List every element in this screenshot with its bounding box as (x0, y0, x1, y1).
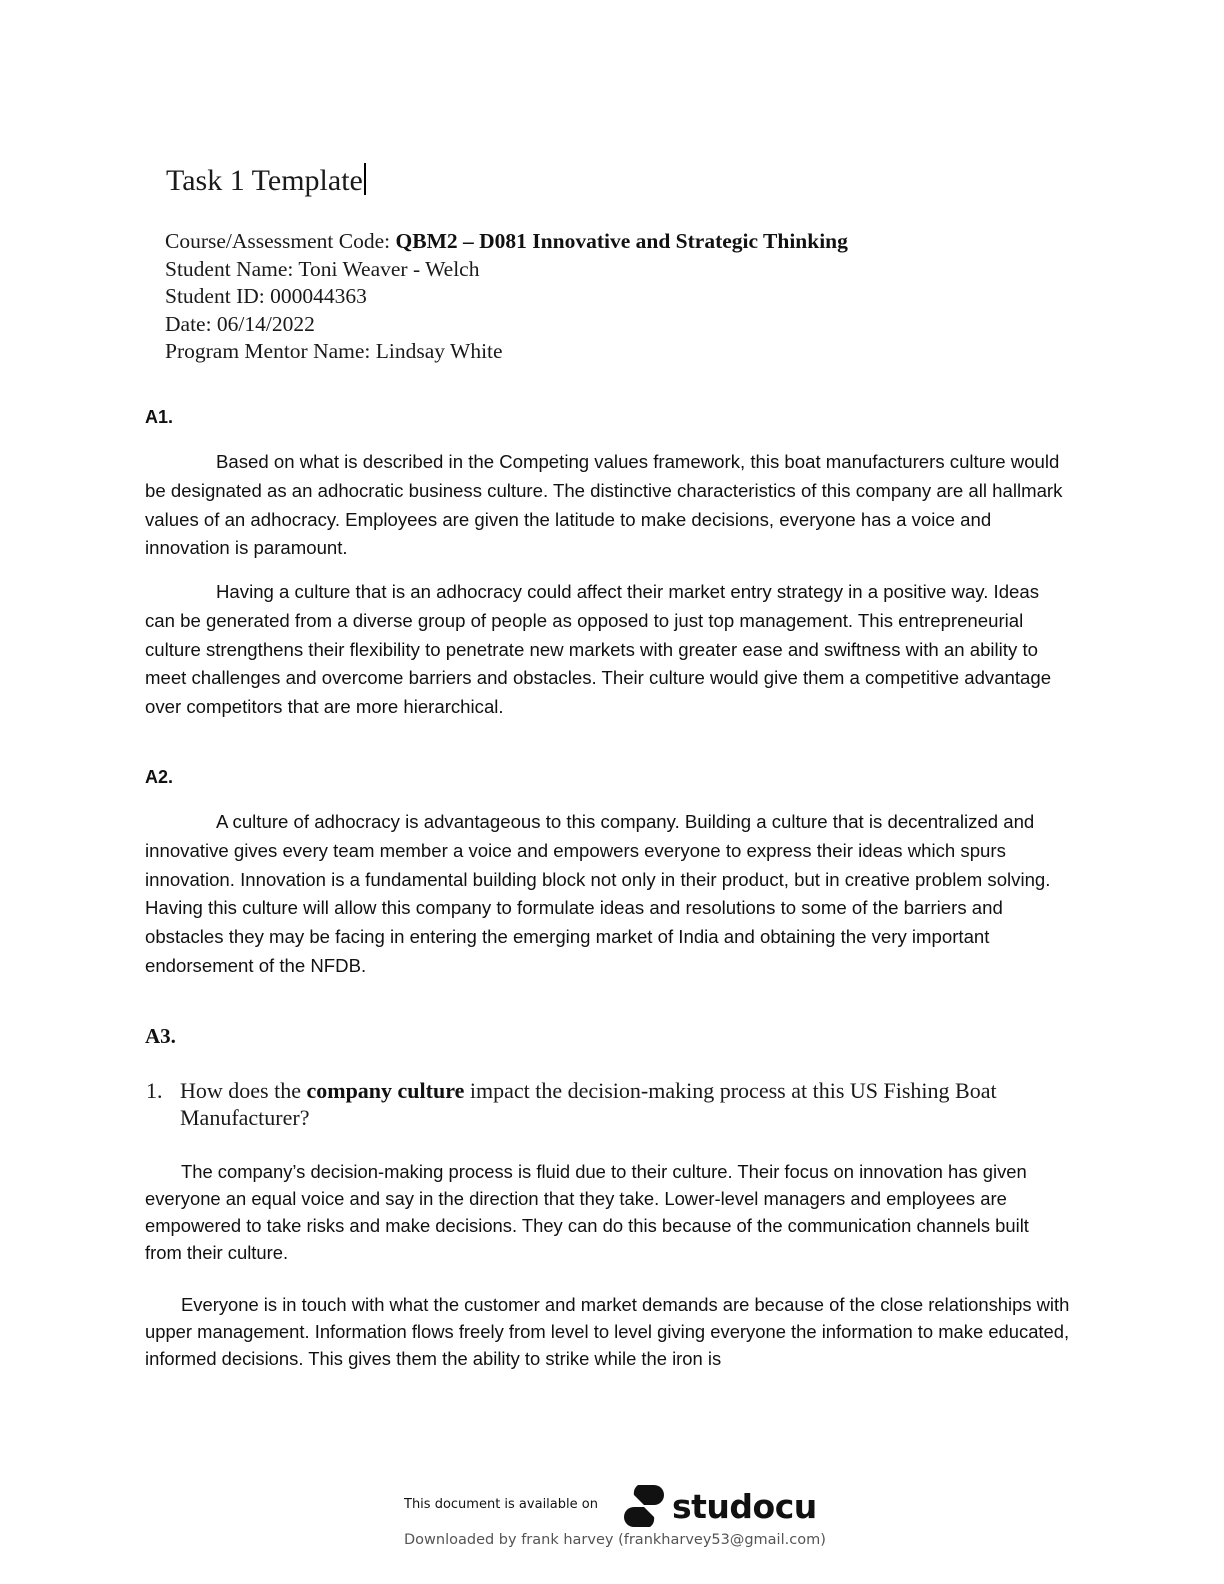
a1-paragraph-1: Based on what is described in the Competing values framework, this boat manufacturers culture would be designated as an adhocratic business culture. The distinctive characteristics of this company are all hallmark values of an adhocracy. Employees are given the latitude to make decisions, everyone has a voice and innovation is paramount. (145, 451, 1063, 559)
studocu-logo[interactable] (620, 1482, 817, 1530)
footer-download-note: Downloaded by frank harvey (frankharvey53@gmail.com) (404, 1532, 826, 1548)
document-title-text: Task 1 Template (166, 164, 363, 197)
course-line (165, 228, 848, 256)
submission-date: Date: 06/14/2022 (165, 311, 315, 336)
course-value: QBM2 – D081 Innovative and Strategic Thinking (395, 229, 848, 253)
footer-available-text: This document is available on (404, 1497, 598, 1512)
question-1 (146, 1077, 1066, 1131)
question-text-start: How does the (180, 1078, 307, 1103)
a3-paragraph-2: Everyone is in touch with what the customer and market demands are because of the close relationships with upper management. Information flows freely from level to level giving everyone the information to make educated, informed decisions. This gives them the ability to strike while the iron is (145, 1294, 1070, 1369)
a2-paragraph-1: A culture of adhocracy is advantageous to this company. Building a culture that is decentralized and innovative gives every team member a voice and empowers everyone to express their ideas which spurs innovation. Innovation is a fundamental building block not only in their product, but in creative problem solving. Having this culture will allow this company to formulate ideas and resolutions to some of the barriers and obstacles they may be facing in entering the emerging market of India and obtaining the very important endorsement of the NFDB. (145, 811, 1051, 976)
a3-paragraph-1: The company’s decision-making process is fluid due to their culture. Their focus on innovation has given everyone an equal voice and say in the direction that they take. Lower-level managers and employees are empowered to take risks and make decisions. They can do this because of the communication channels built from their culture. (145, 1161, 1029, 1263)
studocu-brand-text: studocu (672, 1486, 817, 1526)
question-number: 1. (146, 1078, 163, 1103)
a1-paragraph-2: Having a culture that is an adhocracy could affect their market entry strategy in a positive way. Ideas can be generated from a diverse group of people as opposed to just top management. This entrepreneurial culture strengthens their flexibility to penetrate new markets with greater ease and swiftness with an ability to meet challenges and overcome barriers and obstacles. Their culture would give them a competitive advantage over competitors that are more hierarchical. (145, 581, 1052, 718)
mentor-name: Program Mentor Name: Lindsay White (165, 339, 503, 363)
studocu-logo-icon (620, 1482, 668, 1530)
question-emphasis: company culture (306, 1078, 465, 1103)
section-heading-a3: A3. (145, 1024, 176, 1048)
document-title (166, 163, 366, 198)
text-cursor (364, 163, 366, 195)
question-text-end: impact the decision-making process at this US Fishing Boat Manufacturer? (180, 1078, 997, 1130)
student-name: Student Name: Toni Weaver - Welch (165, 256, 480, 281)
question-text (180, 1077, 1066, 1131)
student-id: Student ID: 000044363 (165, 284, 367, 308)
course-label: Course/Assessment Code: (165, 229, 391, 253)
student-info-block (165, 228, 848, 366)
section-heading-a2: A2. (145, 767, 174, 787)
section-heading-a1: A1. (145, 407, 174, 427)
